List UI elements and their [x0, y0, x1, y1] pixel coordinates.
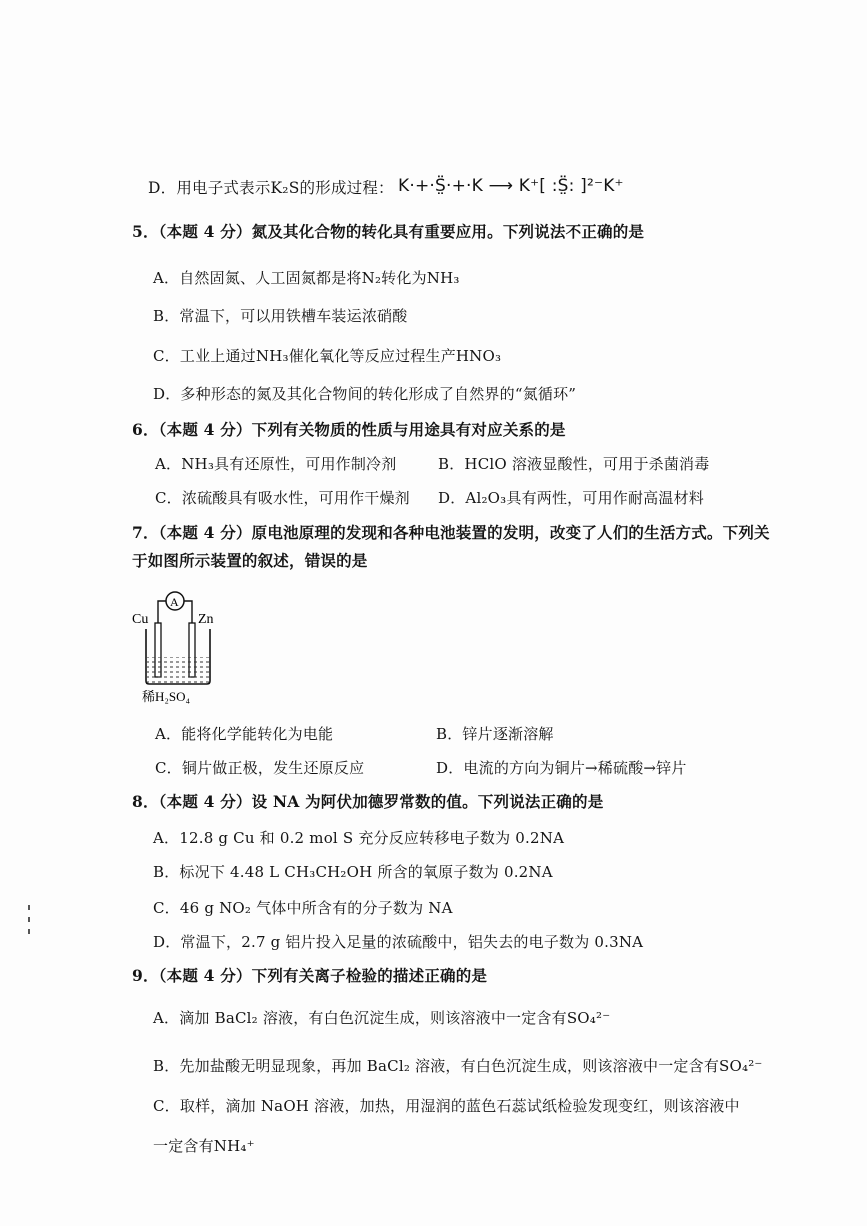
acid-solution	[147, 657, 209, 683]
q7-option-d: D．电流的方向为铜片→稀硫酸→锌片	[436, 759, 687, 777]
k2s-electron-formula: K·+·S̤̈·+·K ⟶ K⁺[ :S̤̈: ]²⁻K⁺	[398, 176, 624, 196]
question-8-stem: 8．（本题 4 分）设 NA 为阿伏加德罗常数的值。下列说法正确的是	[132, 792, 604, 811]
question-6-stem: 6．（本题 4 分）下列有关物质的性质与用途具有对应关系的是	[132, 420, 566, 439]
ammeter-label: A	[170, 595, 179, 609]
q5-option-c: C．工业上通过NH₃催化氧化等反应过程生产HNO₃	[153, 347, 502, 365]
solution-label: 稀H₂SO₄	[142, 689, 191, 704]
q5-option-a: A．自然固氮、人工固氮都是将N₂转化为NH₃	[153, 269, 460, 287]
q7-option-c: C．铜片做正极，发生还原反应	[155, 759, 365, 777]
q6-option-b: B．HClO 溶液显酸性，可用于杀菌消毒	[438, 455, 710, 473]
margin-marks	[28, 905, 32, 945]
question-9-stem: 9．（本题 4 分）下列有关离子检验的描述正确的是	[132, 966, 488, 985]
wire-left	[158, 601, 166, 623]
q9-option-b: B．先加盐酸无明显现象，再加 BaCl₂ 溶液，有白色沉淀生成，则该溶液中一定含有SO₄²⁻	[153, 1057, 763, 1075]
q8-option-d: D．常温下，2.7 g 铝片投入足量的浓硫酸中，铝失去的电子数为 0.3NA	[153, 933, 644, 951]
q7-option-b: B．锌片逐渐溶解	[436, 725, 554, 743]
question-7-stem-line2: 于如图所示装置的叙述，错误的是	[132, 551, 368, 570]
q6-option-c: C．浓硫酸具有吸水性，可用作干燥剂	[155, 489, 410, 507]
wire-right	[184, 601, 192, 623]
galvanic-cell-figure	[128, 585, 248, 705]
option-d-k2s: D．用电子式表示K₂S的形成过程：	[148, 179, 394, 197]
q5-option-b: B．常温下，可以用铁槽车装运浓硝酸	[153, 307, 408, 325]
q8-option-c: C．46 g NO₂ 气体中所含有的分子数为 NA	[153, 899, 453, 917]
q8-option-a: A．12.8 g Cu 和 0.2 mol S 充分反应转移电子数为 0.2NA	[153, 829, 565, 847]
figure-label-cu: Cu	[132, 612, 149, 627]
figure-label-zn: Zn	[198, 612, 214, 627]
q5-option-d: D．多种形态的氮及其化合物间的转化形成了自然界的“氮循环”	[153, 385, 577, 403]
q8-option-b: B．标况下 4.48 L CH₃CH₂OH 所含的氧原子数为 0.2NA	[153, 863, 553, 881]
question-5-stem: 5．（本题 4 分）氮及其化合物的转化具有重要应用。下列说法不正确的是	[132, 222, 645, 241]
q6-option-d: D．Al₂O₃具有两性，可用作耐高温材料	[438, 489, 704, 507]
q6-option-a: A．NH₃具有还原性，可用作制冷剂	[155, 455, 397, 473]
q9-option-a: A．滴加 BaCl₂ 溶液，有白色沉淀生成，则该溶液中一定含有SO₄²⁻	[153, 1009, 611, 1027]
q7-option-a: A．能将化学能转化为电能	[155, 725, 334, 743]
q9-option-c-line2: 一定含有NH₄⁺	[153, 1137, 255, 1155]
q9-option-c-line1: C．取样，滴加 NaOH 溶液，加热，用湿润的蓝色石蕊试纸检验发现变红，则该溶液中	[153, 1097, 740, 1115]
question-7-stem-line1: 7．（本题 4 分）原电池原理的发现和各种电池装置的发明，改变了人们的生活方式。下列关	[132, 523, 770, 542]
